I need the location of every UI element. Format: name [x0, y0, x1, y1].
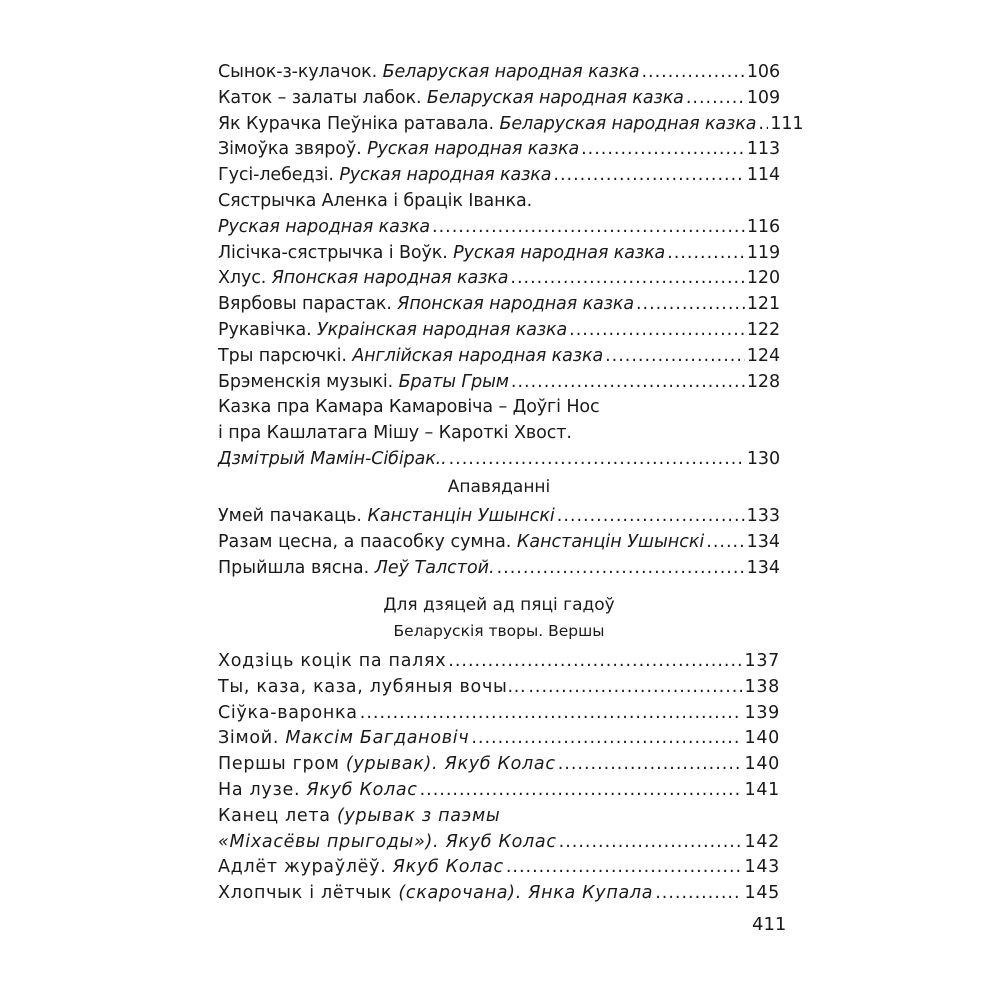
dot-leader — [569, 318, 745, 344]
toc-entry — [218, 804, 780, 856]
toc-entry-line — [218, 752, 780, 778]
toc-entry-text — [218, 370, 509, 396]
toc-entry — [218, 86, 780, 112]
toc-entry-line — [218, 370, 780, 396]
toc-entry-line — [218, 421, 780, 447]
toc-entry-line — [218, 881, 780, 907]
section-heading-stories: Апавяданні — [447, 477, 551, 497]
dot-leader — [471, 726, 742, 752]
toc-page-number: 124 — [746, 345, 780, 366]
toc-entry-title: На лузе. — [218, 779, 307, 800]
dot-leader — [655, 881, 742, 907]
toc-entry — [218, 344, 780, 370]
toc-entry-line — [218, 447, 780, 473]
toc-page-number: 128 — [746, 371, 780, 392]
toc-entry — [218, 137, 780, 163]
toc-entry-text — [218, 266, 508, 292]
toc-entry-text — [218, 137, 579, 163]
toc-entry-line — [218, 112, 804, 138]
toc-page-number: 106 — [746, 62, 780, 82]
toc-page-number: 139 — [744, 702, 780, 723]
toc-page-number: 130 — [746, 448, 780, 469]
toc-entry-line — [218, 778, 780, 804]
dot-leader — [706, 530, 744, 556]
dot-leader — [360, 701, 743, 727]
toc-entry — [218, 556, 780, 582]
toc-page-number: 111 — [770, 113, 804, 134]
toc-page-number: 134 — [746, 557, 780, 578]
toc-entry-line — [218, 163, 780, 189]
toc-entry — [218, 701, 780, 727]
toc-entry-line — [218, 189, 780, 215]
page-number: 411 — [752, 914, 787, 935]
toc-group-stories — [218, 504, 780, 581]
dot-leader — [553, 163, 745, 189]
toc-entry-author: Беларуская народная казка — [499, 113, 757, 134]
toc-entry-text — [218, 881, 653, 907]
toc-entry-note: (урывак). — [345, 754, 445, 775]
toc-entry-author: Дзмітрый Мамін-Сібірак.. — [218, 448, 447, 469]
toc-entry-line — [218, 137, 780, 163]
toc-page-number: 120 — [746, 268, 780, 289]
toc-entry-author: Японская народная казка — [271, 268, 509, 289]
toc-entry-title: Ты, каза, каза, лубяныя вочы... — [218, 676, 527, 697]
toc-entry-text — [218, 241, 665, 267]
toc-entry-text — [218, 726, 469, 752]
dot-leader — [510, 266, 745, 292]
toc-entry-line — [218, 318, 780, 344]
toc-entry-line — [218, 701, 780, 727]
toc-entry-title: Сынок-з-кулачок. — [218, 62, 383, 82]
toc-entry-line — [218, 830, 780, 856]
dot-leader — [528, 675, 742, 701]
dot-leader — [686, 86, 745, 112]
toc-page-number: 134 — [746, 531, 780, 552]
toc-entry-author: Якуб Колас — [445, 831, 557, 852]
toc-entry-title: Брэменскія музыкі. — [218, 371, 399, 392]
dot-leader — [641, 60, 744, 86]
toc-page-number: 114 — [746, 165, 780, 186]
toc-entry-line — [218, 504, 780, 530]
toc-page-number: 116 — [746, 216, 780, 237]
toc-entry — [218, 675, 780, 701]
toc-entry-text — [218, 806, 500, 826]
section-subtitle-poems: Беларускія творы. Вершы — [393, 622, 605, 640]
toc-entry-author: Руская народная казка — [339, 165, 552, 186]
toc-entry-line — [218, 395, 780, 421]
toc-entry-title: Зімоўка звяроў. — [218, 139, 368, 160]
toc-entry-author: Англійская народная казка — [352, 345, 604, 366]
toc-entry-text — [218, 318, 567, 344]
toc-entry-title: Зімой. — [218, 728, 286, 749]
toc-entry-author: Якуб Колас — [392, 857, 504, 878]
toc-entry-line — [218, 215, 780, 241]
toc-page-number: 133 — [746, 506, 780, 526]
toc-entry-line — [218, 649, 780, 675]
dot-leader — [420, 778, 743, 804]
toc-entry-title: Каток – залаты лабок. — [218, 87, 427, 108]
dot-leader — [511, 370, 745, 396]
toc-entry-title: Канец лета — [218, 805, 337, 826]
toc-page-number: 140 — [744, 728, 780, 749]
section-heading-age5: Для дзяцей ад пяці гадоў — [383, 595, 615, 615]
toc-entry-text — [218, 530, 704, 556]
toc-entry — [218, 855, 780, 881]
toc-page-number: 109 — [746, 87, 780, 108]
dot-leader — [449, 447, 745, 473]
toc-entry-title: Ходзіць коцік па палях — [218, 651, 447, 671]
toc-entry-author: Якуб Колас — [306, 779, 418, 800]
toc-entry — [218, 241, 780, 267]
toc-entry-line — [218, 804, 780, 830]
dot-leader — [758, 112, 768, 138]
toc-entry-text — [218, 397, 600, 417]
toc-entry-line — [218, 530, 780, 556]
toc-entry-author: Руская народная казка — [453, 242, 666, 263]
toc-entry-title: Казка пра Камара Камаровіча – Доўгі Нос — [218, 397, 600, 418]
toc-entry-line — [218, 292, 780, 318]
toc-entry-line — [218, 556, 780, 582]
toc-entry-author: Японская народная казка — [397, 294, 634, 315]
toc-entry-author: Беларуская народная казка — [426, 87, 684, 108]
toc-entry-text — [218, 855, 504, 881]
toc-entry-text — [218, 447, 447, 473]
toc-entry-line — [218, 60, 780, 86]
toc-page-number: 143 — [744, 857, 780, 878]
toc-entry-author: Браты Грым — [398, 371, 509, 392]
toc-entry-title: Гусі-лебедзі. — [218, 165, 340, 186]
toc-entry-note: «Міхасёвы прыгоды»). — [218, 831, 446, 852]
toc-entry-title: Першы гром — [218, 754, 346, 775]
toc-group-poems — [218, 649, 780, 907]
toc-entry-title: Як Курачка Пеўніка ратавала. — [218, 113, 500, 134]
toc-entry-title: Разам цесна, а паасобку сумна. — [218, 531, 517, 552]
toc-entry — [218, 504, 780, 530]
toc-entry-text — [218, 86, 684, 112]
toc-entry-note: (скарочана). — [398, 883, 529, 904]
dot-leader — [667, 241, 745, 267]
toc-entry-text — [218, 423, 572, 443]
toc-page-number: 138 — [744, 676, 780, 697]
dot-leader — [558, 752, 743, 778]
toc-page-number: 141 — [744, 779, 780, 800]
dot-leader — [432, 215, 745, 241]
toc-entry-author: Украінская народная казка — [317, 319, 568, 340]
toc-page-number: 121 — [746, 294, 780, 315]
toc-entry-author: Канстанцін Ушынскі — [516, 531, 705, 552]
toc-entry-line — [218, 344, 780, 370]
toc-entry — [218, 318, 780, 344]
toc-entry-line — [218, 86, 780, 112]
toc-entry-text — [218, 701, 358, 727]
dot-leader — [605, 344, 745, 370]
toc-entry-text — [218, 60, 639, 86]
toc-page-number: 113 — [746, 139, 780, 160]
toc-entry-text — [218, 344, 603, 370]
toc-entry — [218, 649, 780, 675]
toc-entry-text — [218, 830, 557, 856]
toc-entry — [218, 530, 780, 556]
toc-entry-text — [218, 215, 430, 241]
toc-entry-line — [218, 675, 780, 701]
toc-entry-text — [218, 112, 756, 138]
toc-entry-title: і пра Кашлатага Мішу – Кароткі Хвост. — [218, 423, 572, 444]
toc-entry-text — [218, 649, 446, 675]
toc-page-number: 137 — [744, 651, 780, 671]
toc-entry-title: Прыйшла вясна. — [218, 557, 375, 578]
toc-entry — [218, 881, 780, 907]
dot-leader — [557, 504, 745, 530]
toc-page-number: 140 — [744, 754, 780, 775]
toc-entry-text — [218, 191, 532, 211]
toc-entry-title: Лісічка-сястрычка і Воўк. — [218, 242, 454, 263]
toc-entry-author: Руская народная казка — [218, 216, 431, 237]
toc-entry-title: Адлёт жураўлёў. — [218, 857, 393, 878]
toc-entry — [218, 112, 804, 138]
toc-entry — [218, 778, 780, 804]
toc-page-number: 145 — [744, 883, 780, 904]
toc-entry — [218, 395, 780, 472]
toc-entry — [218, 163, 780, 189]
toc-entry — [218, 752, 780, 778]
toc-entry — [218, 189, 780, 241]
dot-leader — [559, 830, 743, 856]
toc-entry-line — [218, 266, 780, 292]
toc-entry-text — [218, 675, 526, 701]
toc-page-number: 119 — [746, 242, 780, 263]
toc-entry-author: Беларуская народная казка — [382, 62, 640, 82]
toc-entry-author: Руская народная казка — [367, 139, 580, 160]
toc-entry-title: Рукавічка. — [218, 319, 318, 340]
toc-entry-author: Янка Купала — [528, 883, 654, 904]
toc-entry-title: Хлус. — [218, 268, 272, 289]
toc-entry-note: (урывак з паэмы — [336, 805, 501, 826]
toc-entry-text — [218, 163, 551, 189]
toc-entry-author: Леў Талстой. — [374, 557, 495, 578]
toc-entry-line — [218, 241, 780, 267]
dot-leader — [506, 855, 743, 881]
toc-page-number: 122 — [746, 319, 780, 340]
toc-entry-title: Сястрычка Аленка і брацік Іванка. — [218, 190, 533, 211]
toc-entry — [218, 292, 780, 318]
toc-entry — [218, 60, 780, 86]
toc-entry-text — [218, 504, 555, 530]
toc-entry-author: Канстанцін Ушынскі — [367, 506, 555, 526]
toc-entry-author: Якуб Колас — [444, 754, 556, 775]
toc-entry-text — [218, 556, 495, 582]
toc-entry-author: Максім Багдановіч — [285, 728, 470, 749]
toc-group-tales — [218, 60, 804, 473]
toc-entry-text — [218, 752, 556, 778]
toc-entry-text — [218, 292, 634, 318]
dot-leader — [497, 556, 745, 582]
toc-entry-title: Сіўка-варонка — [218, 702, 358, 723]
dot-leader — [636, 292, 745, 318]
toc-entry-line — [218, 855, 780, 881]
toc-entry-line — [218, 726, 780, 752]
toc-entry-text — [218, 778, 418, 804]
toc-entry-title: Хлопчык і лётчык — [218, 883, 399, 904]
toc-entry-title: Умей пачакаць. — [218, 506, 368, 526]
toc-page-number: 142 — [744, 831, 780, 852]
dot-leader — [448, 649, 742, 675]
toc-entry — [218, 726, 780, 752]
toc-entry — [218, 266, 780, 292]
dot-leader — [581, 137, 745, 163]
toc-entry-title: Тры парсючкі. — [218, 345, 353, 366]
toc-entry-title: Вярбовы парастак. — [218, 294, 398, 315]
toc-entry — [218, 370, 780, 396]
